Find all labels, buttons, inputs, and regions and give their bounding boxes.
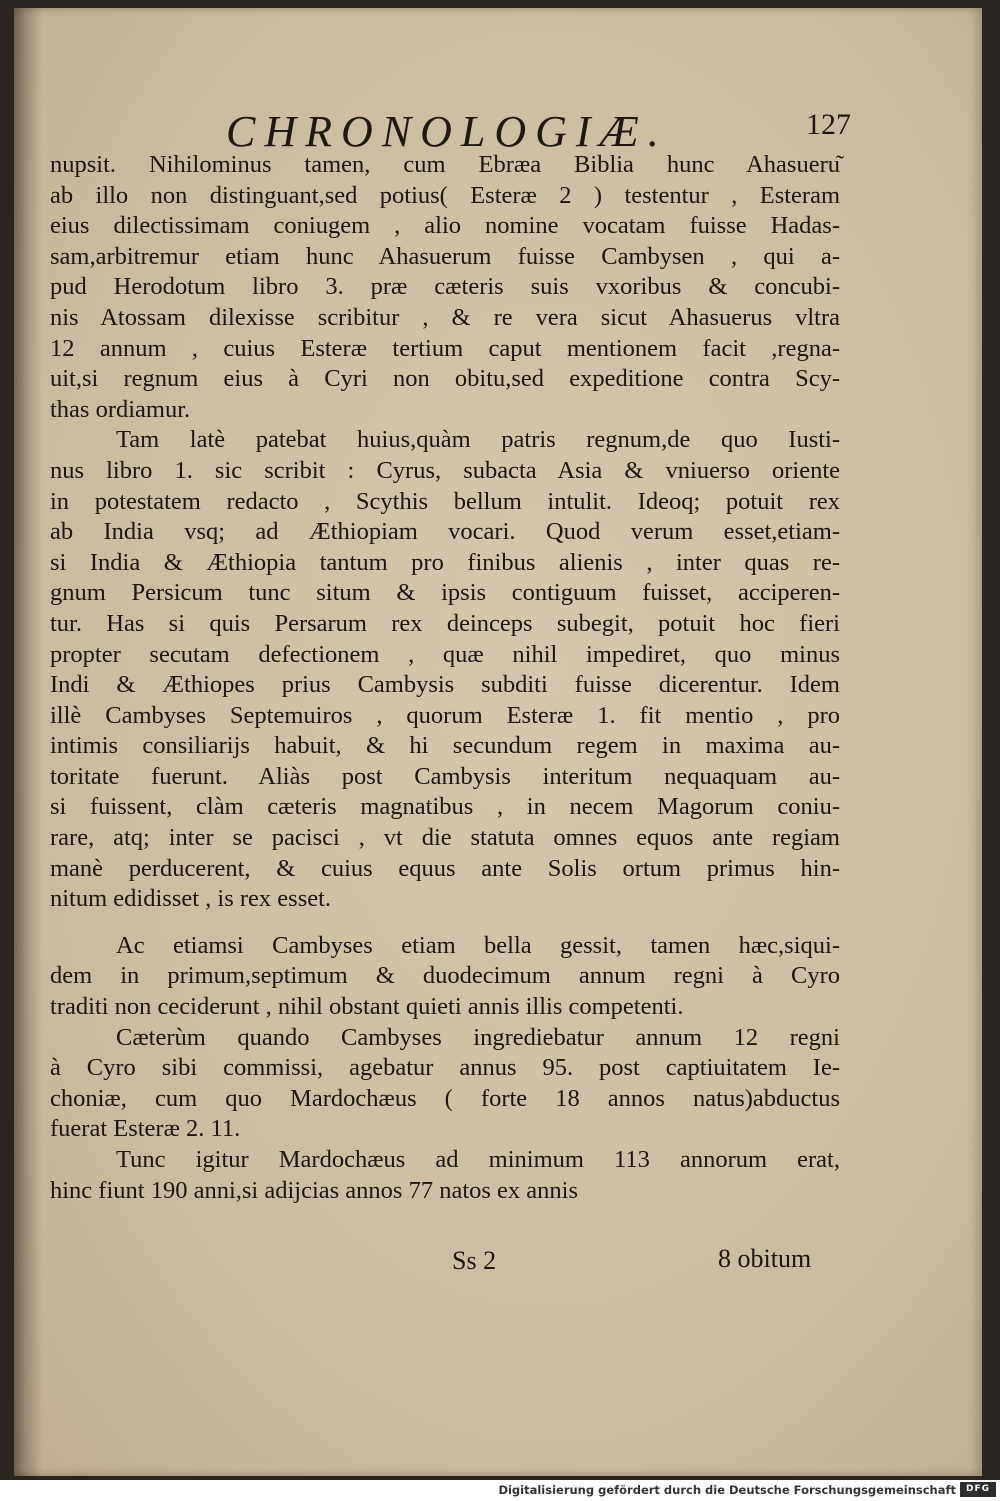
- text-line: gnum Persicum tunc situm & ipsis contiguum fuisset, acciperen-: [50, 579, 840, 607]
- page-number: 127: [806, 108, 851, 141]
- text-line: nupsit. Nihilominus tamen, cum Ebræa Biblia hunc Ahasueru͂: [50, 151, 840, 178]
- text-line: fuerat Esteræ 2. 11.: [50, 1115, 241, 1143]
- paragraph-gap: [50, 915, 840, 931]
- book-page: [14, 8, 982, 1476]
- text-line: nus libro 1. sic scribit : Cyrus, subacta Asia & vniuerso oriente: [50, 456, 840, 484]
- text-line: dem in primum,septimum & duodecimum annum regni à Cyro: [50, 962, 840, 990]
- text-line: traditi non ceciderunt , nihil obstant quieti annis illis competenti.: [50, 993, 684, 1021]
- text-line: in potestatem redacto , Scythis bellum intulit. Ideoq; potuit rex: [50, 487, 840, 515]
- text-line: Tunc igitur Mardochæus ad minimum 113 annorum erat,: [116, 1146, 840, 1173]
- text-line: hinc fiunt 190 anni,si adijcias annos 77 natos ex annis: [50, 1176, 579, 1204]
- text-line: uit,si regnum eius à Cyri non obitu,sed expeditione contra Scy-: [50, 365, 840, 393]
- text-line: Tam latè patebat huius,quàm patris regnum,de quo Iusti-: [116, 426, 840, 454]
- text-line: si India & Æthiopia tantum pro finibus alienis , inter quas re-: [50, 548, 840, 576]
- text-line: Ac etiamsi Cambyses etiam bella gessit, tamen hæc,siqui-: [116, 931, 840, 959]
- footer-bar: [0, 1480, 1000, 1501]
- text-line: pud Herodotum libro 3. præ cæteris suis vxoribus & concubi-: [50, 273, 840, 301]
- text-line: rare, atq; inter se pacisci , vt die statuta omnes equos ante regiam: [50, 824, 840, 852]
- text-line: sam,arbitremur etiam hunc Ahasuerum fuisse Cambysen , qui a-: [50, 242, 840, 270]
- text-line: tur. Has si quis Persarum rex deinceps subegit, potuit hoc fieri: [50, 609, 840, 637]
- text-line: nis Atossam dilexisse scribitur , & re vera sicut Ahasuerus vltra: [50, 303, 840, 331]
- text-line: ab India vsq; ad Æthiopiam vocari. Quod verum esset,etiam-: [50, 518, 840, 546]
- text-line: toritate fuerunt. Aliàs post Cambysis interitum nequaquam au-: [50, 762, 840, 790]
- text-line: Cæterùm quando Cambyses ingrediebatur annum 12 regni: [116, 1023, 840, 1051]
- body-text: [50, 150, 840, 1206]
- text-line: manè perducerent, & cuius equus ante Solis ortum primus hin-: [50, 854, 840, 882]
- text-line: ab illo non distinguant,sed potius( Esteræ 2 ) testentur , Esteram: [50, 181, 840, 209]
- text-line: choniæ, cum quo Mardochæus ( forte 18 annos natus)abductus: [50, 1084, 840, 1112]
- spine-shadow: [14, 8, 42, 1476]
- text-line: Indi & Æthiopes prius Cambysis subditi fuisse dicerentur. Idem: [50, 671, 840, 699]
- running-head-title: CHRONOLOGIÆ.: [226, 107, 668, 156]
- text-line: intimis consiliarijs habuit, & hi secundum regem in maxima au-: [50, 732, 840, 760]
- text-line: eius dilectissimam coniugem , alio nomine vocatam fuisse Hadas-: [50, 212, 840, 240]
- catchword: 8 obitum: [718, 1244, 812, 1273]
- funding-credit: Digitalisierung gefördert durch die Deutsche Forschungsgemeinschaft: [498, 1483, 956, 1497]
- text-line: à Cyro sibi commissi, agebatur annus 95. post captiuitatem Ie-: [50, 1054, 840, 1082]
- dfg-logo: DFG: [960, 1482, 996, 1497]
- text-line: illè Cambyses Septemuiros , quorum Esteræ 1. fit mentio , pro: [50, 701, 840, 729]
- text-line: si fuissent, clàm cæteris magnatibus , in necem Magorum coniu-: [50, 793, 840, 821]
- signature-mark: Ss 2: [452, 1246, 497, 1275]
- text-line: thas ordiamur.: [50, 395, 191, 423]
- text-line: 12 annum , cuius Esteræ tertium caput mentionem facit ,regna-: [50, 334, 840, 362]
- text-line: nitum edidisset , is rex esset.: [50, 885, 332, 913]
- text-line: propter secutam defectionem , quæ nihil impediret, quo minus: [50, 640, 840, 668]
